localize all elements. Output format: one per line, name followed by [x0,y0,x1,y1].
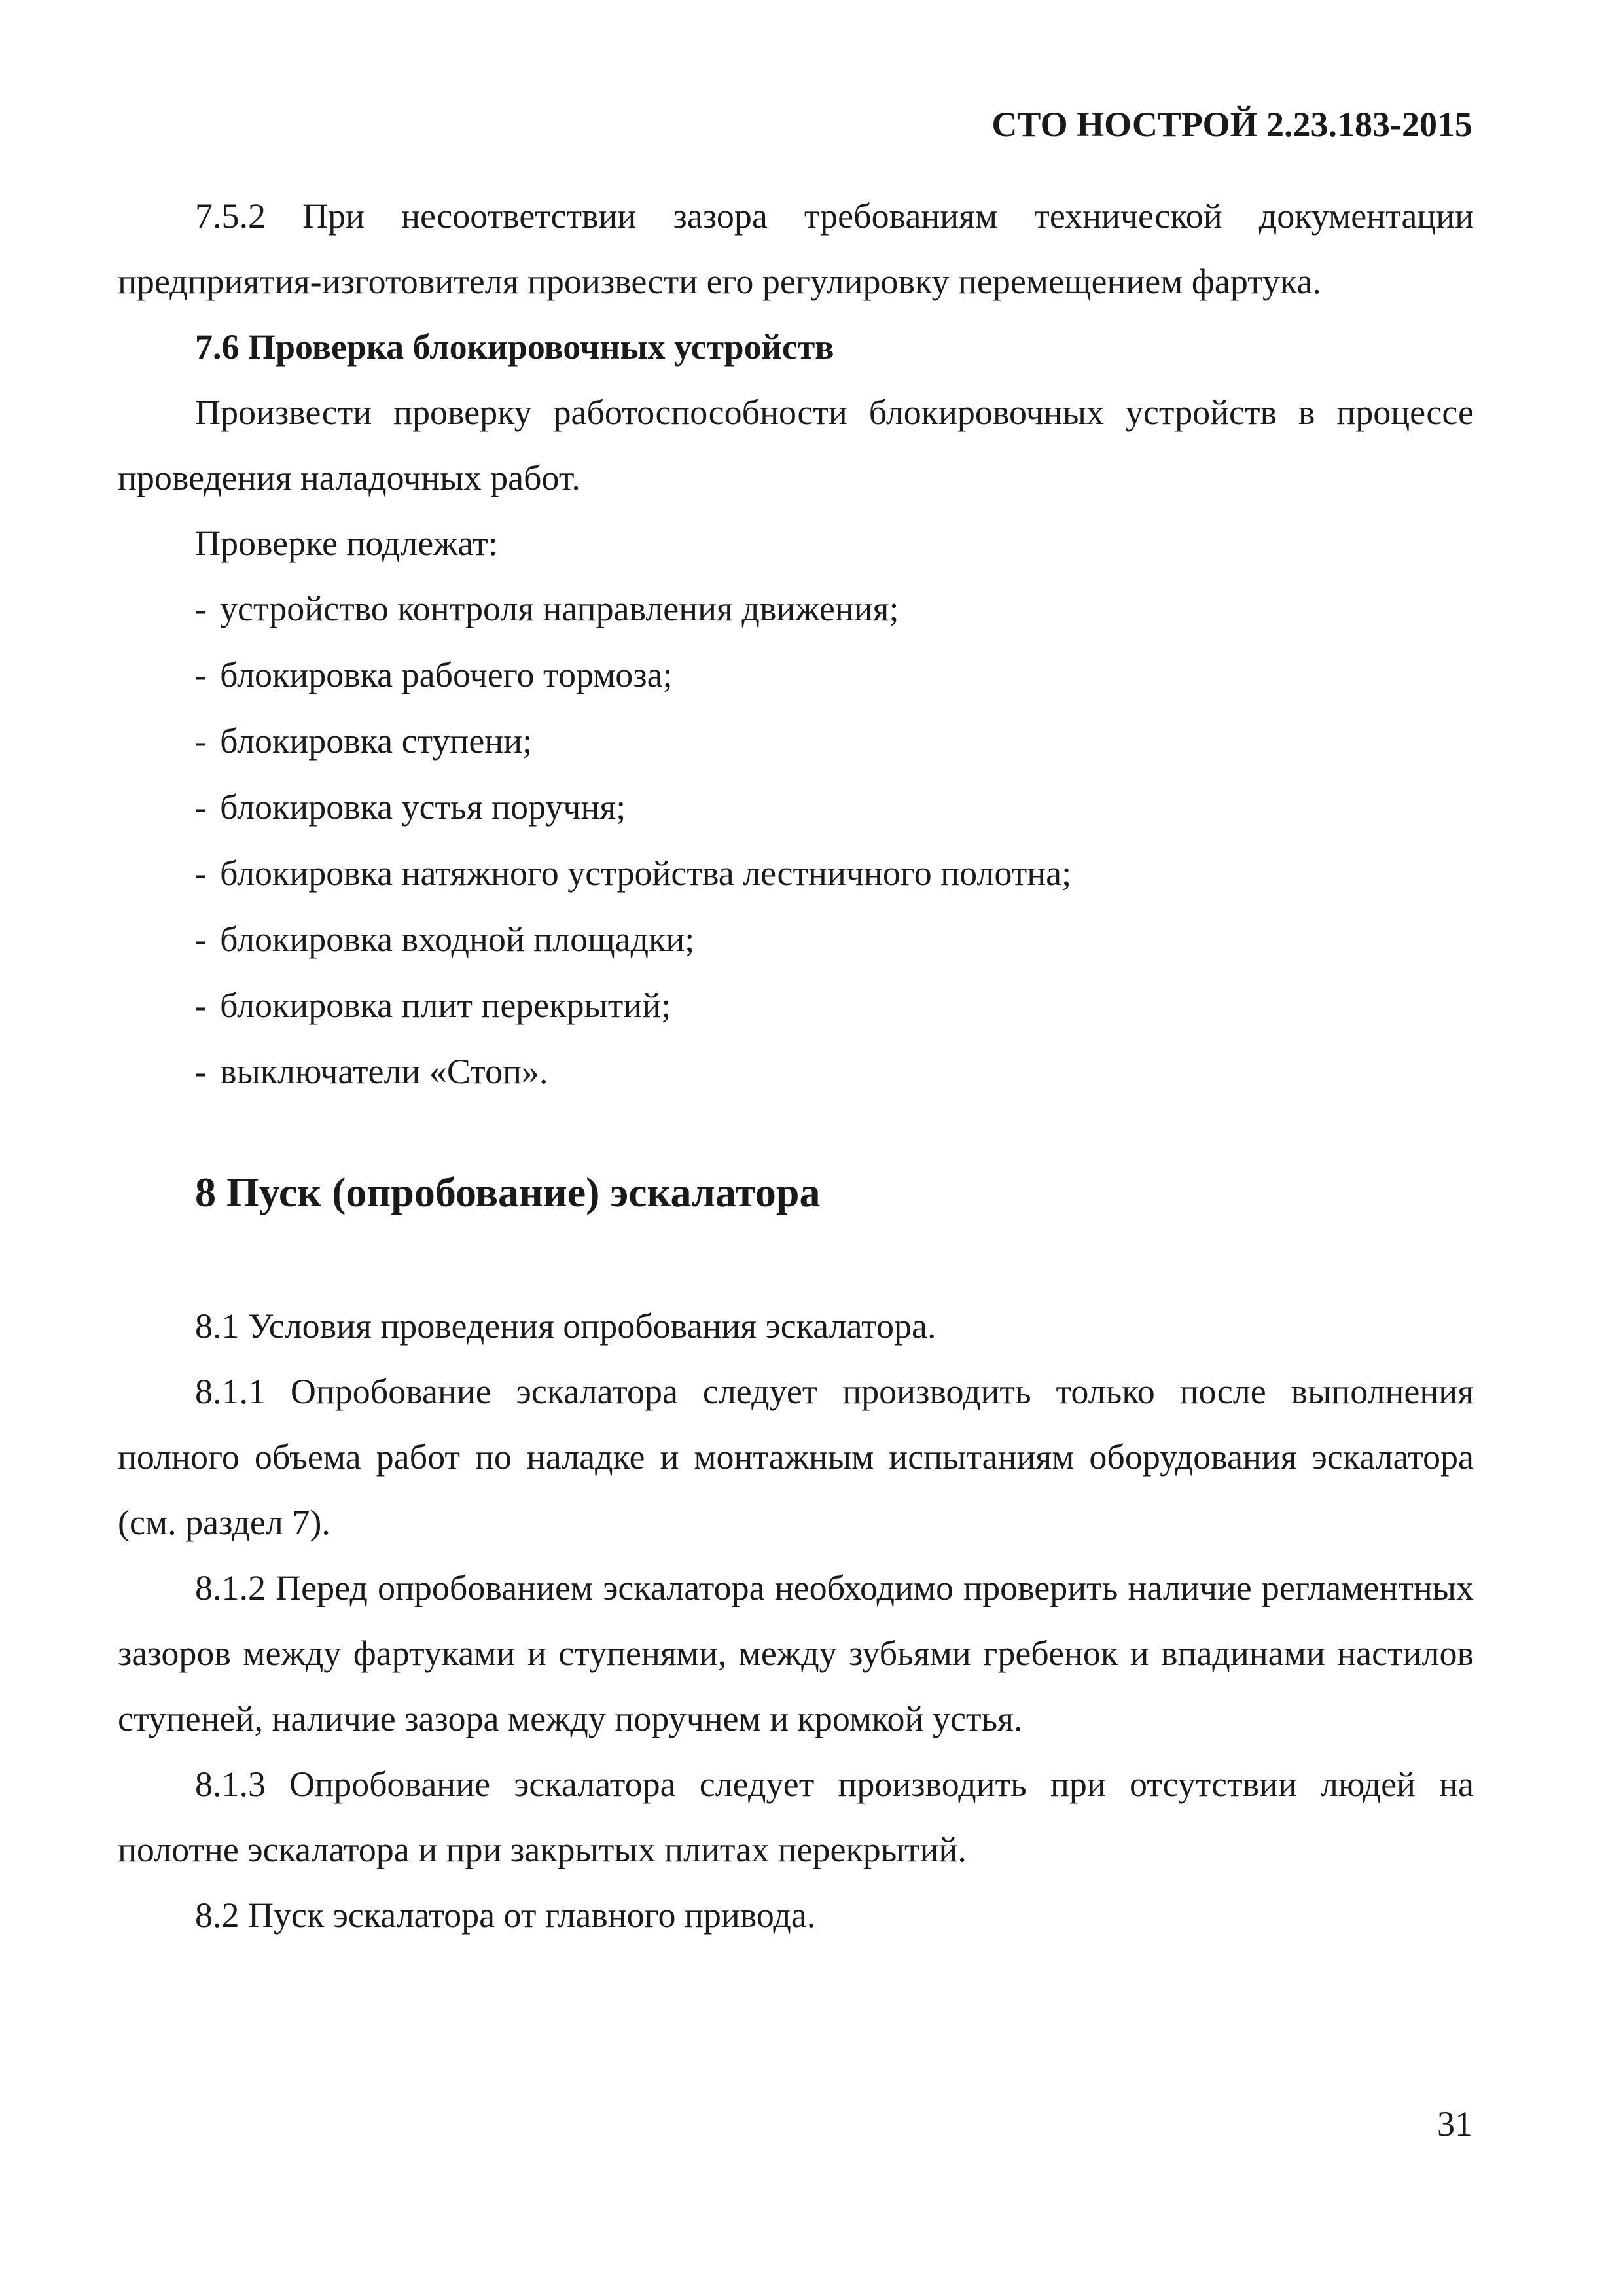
paragraph-8-1-1: 8.1.1 Опробование эскалатора следует производить только после выполнения полного объема работ по наладке и монтажным испытаниям оборудования эскалатора (см. раздел 7). [118,1372,1474,1542]
list-item [118,840,1474,906]
paragraph-8-1-3: 8.1.3 Опробование эскалатора следует производить при отсутствии людей на полотне эскалатора и при закрытых плитах перекрытий. [118,1765,1474,1869]
interlock-list [118,576,1474,1105]
paragraph-7-5-2: 7.5.2 При несоответствии зазора требованиям технической документации предприятия-изготовителя произвести его регулировку перемещением фартука. [118,196,1474,301]
paragraph-8-1-2: 8.1.2 Перед опробованием эскалатора необходимо проверить наличие регламентных зазоров между фартуками и ступенями, между зубьями гребенок и впадинами настилов ступеней, наличие зазора между поручнем и кромкой устья. [118,1568,1474,1738]
section-heading-7-6: 7.6 Проверка блокировочных устройств [195,327,834,367]
list-dash: - [195,589,207,628]
list-dash: - [195,721,207,761]
section-spacer [118,1225,1474,1293]
paragraph-8-1: 8.1 Условия проведения опробования эскалатора. [195,1306,936,1346]
list-item-text: блокировка рабочего тормоза; [219,655,673,694]
list-item-text: блокировка натяжного устройства лестничного полотна; [219,853,1072,893]
list-dash: - [195,787,207,827]
list-item [118,708,1474,774]
list-dash: - [195,920,207,959]
list-item-text: блокировка ступени; [219,721,533,761]
list-item [118,774,1474,840]
paragraph-7-6-intro: Произвести проверку работоспособности блокировочных устройств в процессе проведения наладочных работ. [118,393,1474,497]
list-item [118,1039,1474,1105]
document-header: СТО НОСТРОЙ 2.23.183-2015 [991,105,1472,144]
paragraph-checks-intro: Проверке подлежат: [195,524,498,563]
list-item-text: блокировка плит перекрытий; [219,986,671,1025]
list-item [118,973,1474,1039]
list-dash: - [195,853,207,893]
list-item [118,906,1474,973]
list-dash: - [195,655,207,694]
list-item-text: блокировка устья поручня; [219,787,626,827]
list-item-text: выключатели «Стоп». [219,1052,548,1091]
document-body [118,183,1474,1948]
list-item [118,642,1474,708]
list-item [118,576,1474,642]
paragraph-8-2: 8.2 Пуск эскалатора от главного привода. [195,1895,816,1935]
list-dash: - [195,1052,207,1091]
list-dash: - [195,986,207,1025]
page-number: 31 [1437,2104,1472,2144]
list-item-text: блокировка входной площадки; [219,920,695,959]
section-heading-8: 8 Пуск (опробование) эскалатора [195,1169,821,1215]
list-item-text: устройство контроля направления движения; [219,589,899,628]
